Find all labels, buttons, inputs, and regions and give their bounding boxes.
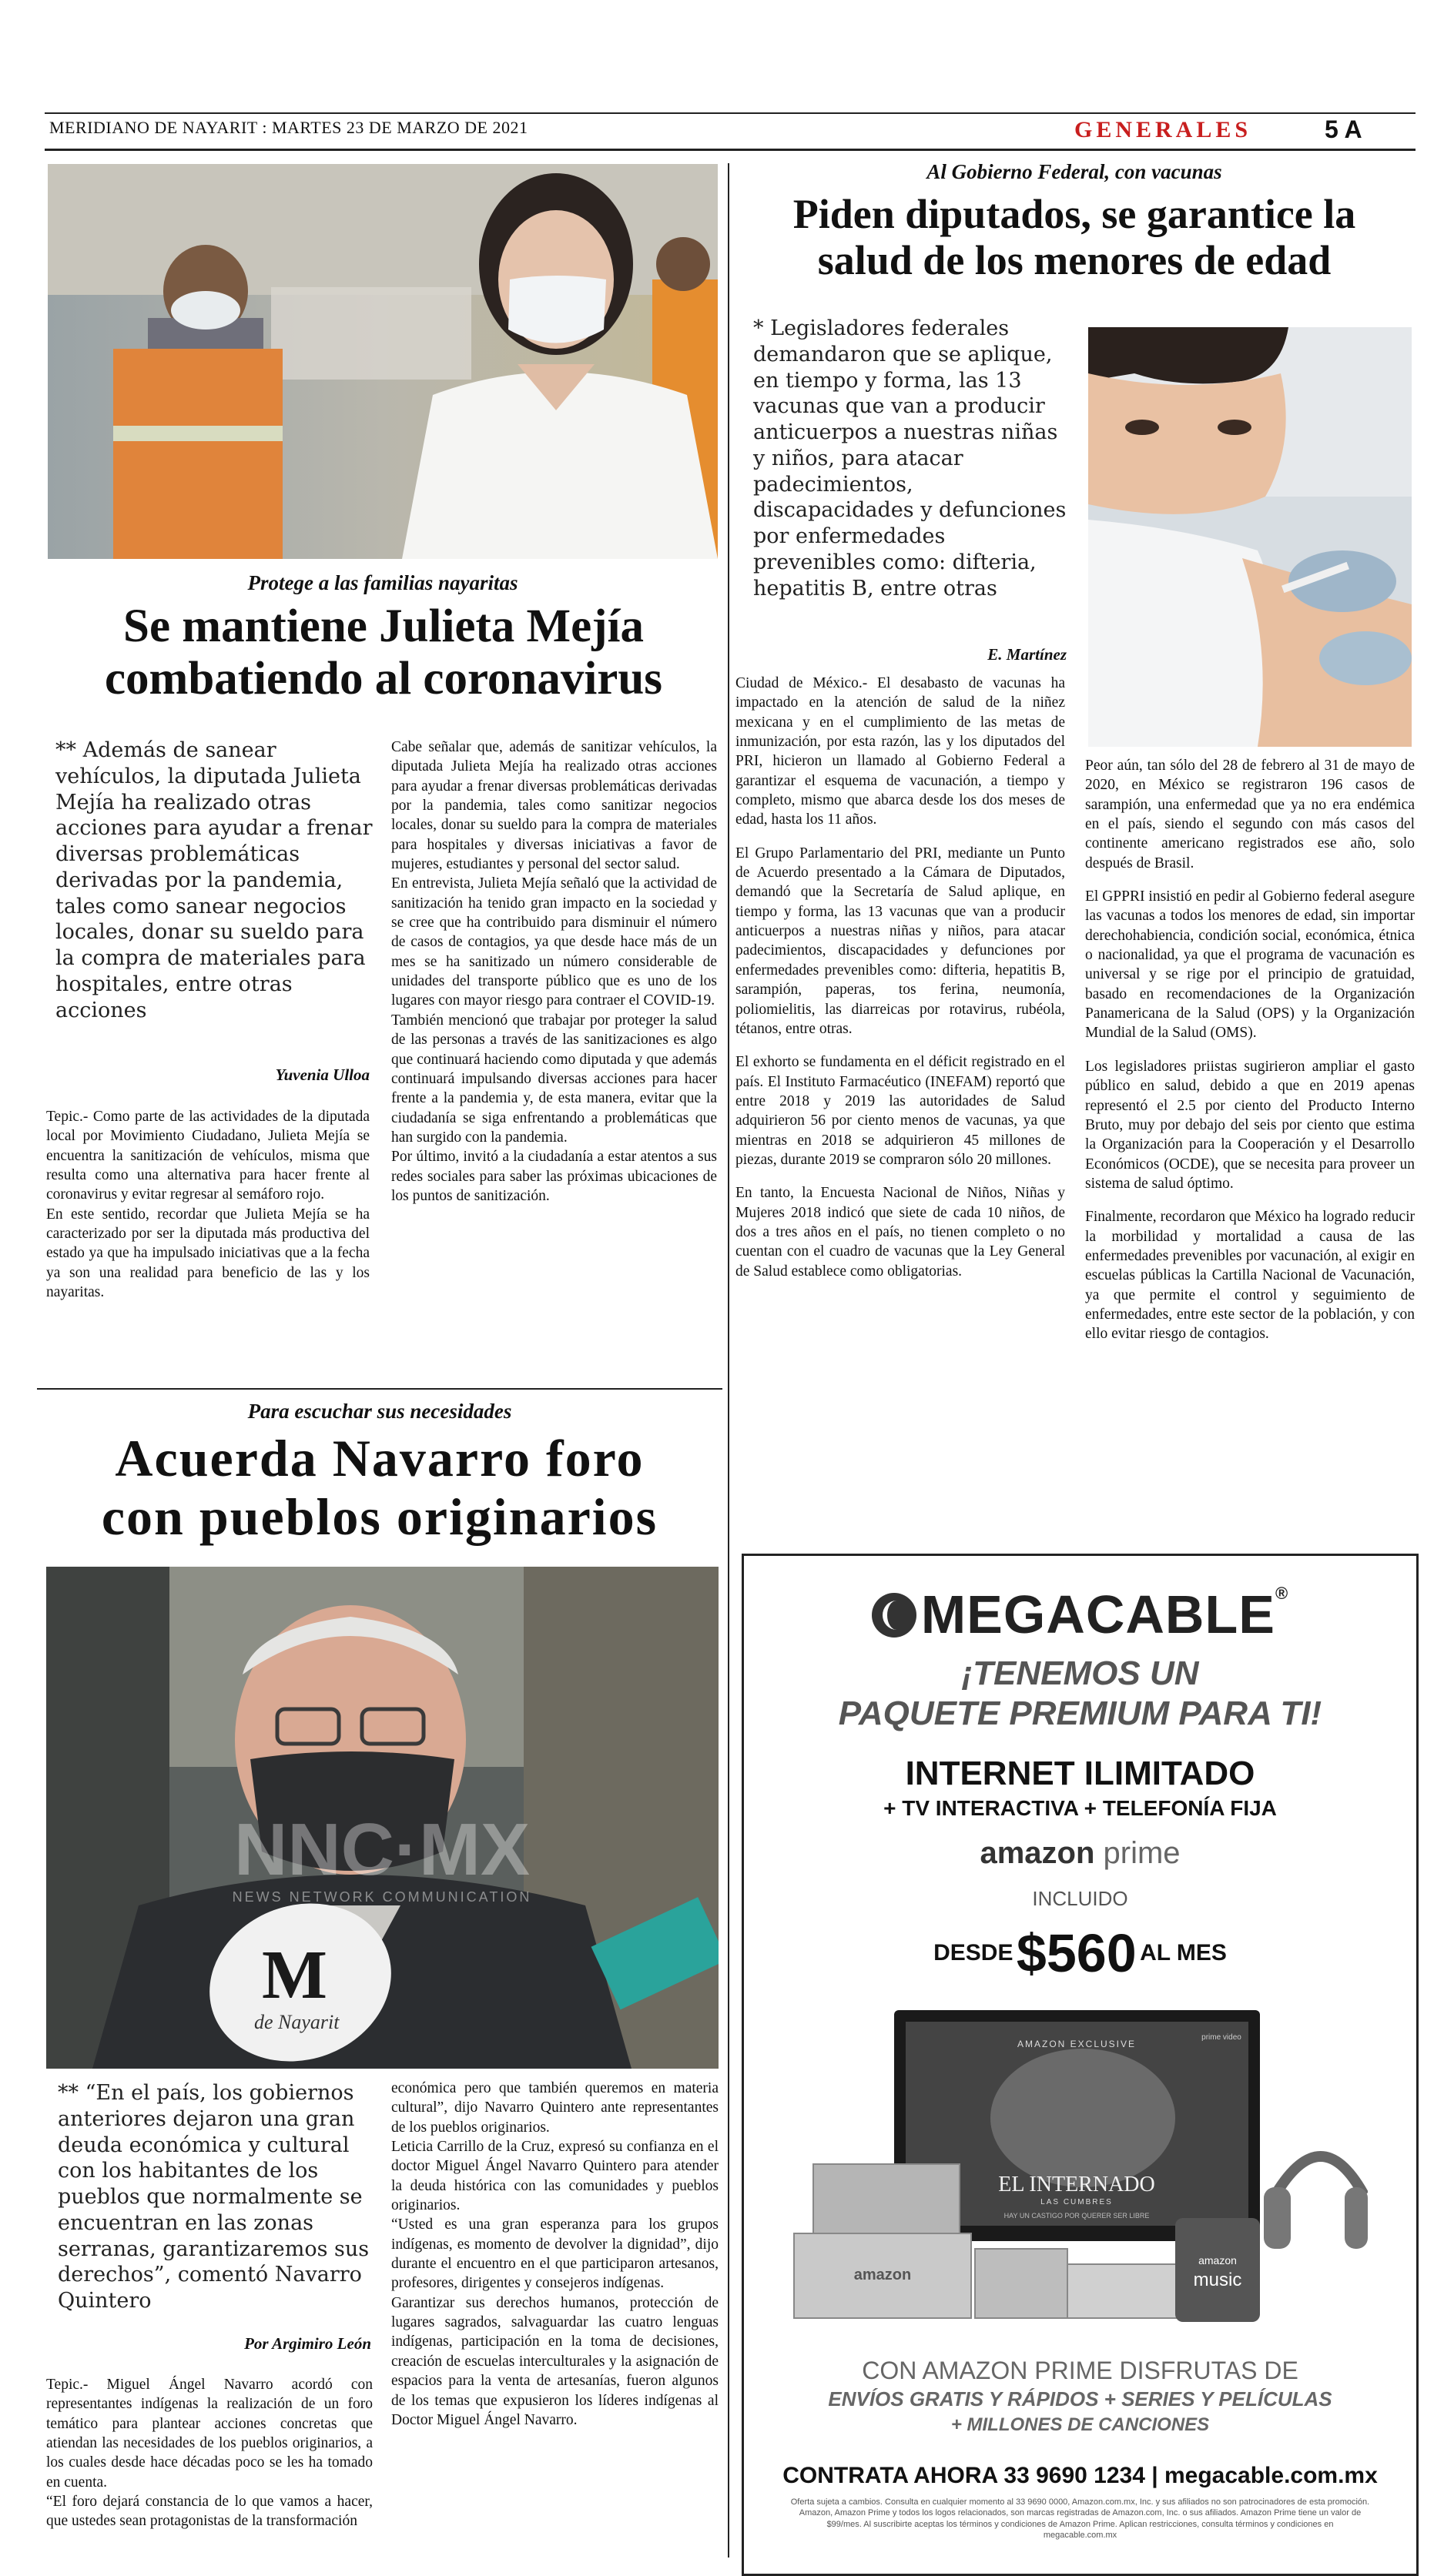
child-vaccine-photo-image — [1088, 327, 1412, 747]
tv-tag: AMAZON EXCLUSIVE — [1017, 2039, 1137, 2049]
megacable-logo — [744, 1584, 1416, 1645]
show-tagline: HAY UN CASTIGO POR QUERER SER LIBRE — [1003, 2212, 1150, 2220]
mejia-col2-paragraph: Por último, invitó a la ciudadanía a estar atentos a sus redes sociales para saber las próximas ubicaciones de los puntos de sanitización. — [391, 1149, 717, 1204]
mejia-deck: ** Además de sanear vehículos, la diputada Julieta Mejía ha realizado otras acciones para ayudar a frenar diversas problemáticas derivadas por la pandemia, tales como sanear negocios locales, donar su sueldo para la compra de materiales para hospitales, entre otras acciones — [55, 738, 373, 1022]
mejia-column-2 — [391, 738, 717, 1206]
ad-included: INCLUIDO — [1032, 1887, 1128, 1910]
megacable-advertisement[interactable] — [742, 1554, 1419, 2576]
tv-app: prime video — [1201, 2033, 1241, 2042]
navarro-col1-paragraph: Tepic.- Miguel Ángel Navarro acordó con representantes indígenas la realización de un foro temático para plantear acciones concretas que atiendan las necesidades de los pueblos originarios, a los cuales desde hace décadas poco se les ha tomado en cuenta. — [46, 2377, 373, 2491]
diputados-byline: E. Martínez — [987, 645, 1067, 664]
navarro-deck: ** “En el país, los gobiernos anteriores dejaron una gran deuda económica y cultural con los habitantes de los pueblos que normalmente se encuentran en las zonas serranas, garantizaremos sus derechos”, comentó Navarro Quintero — [58, 2081, 370, 2313]
amazon-prime-logo — [744, 1836, 1416, 1871]
navarro-column-2 — [391, 2079, 719, 2430]
navarro-col1-paragraph: “El foro dejará constancia de lo que vamos a hacer, que ustedes sean protagonistas de la transformación — [46, 2494, 373, 2530]
speaker-line-1: amazon — [1198, 2254, 1237, 2267]
ad-headline-1: ¡TENEMOS UN — [961, 1654, 1199, 1692]
ad-fine-print: Oferta sujeta a cambios. Consulta en cualquier momento al 33 9690 0000, Amazon.com.mx, Inc. y sus afiliados no son patrocinadores de esta promoción. Amazon, Amazon Prime y todos los logos relacionados, son marcas registradas de Amazon.com, Inc. o sus afiliados. Amazon Prime tiene un valor de $99/mes. Al suscribirte aceptas los términos y condiciones de Amazon Prime. Aplican restricciones, consulta términos y condiciones en megacable.com.mx — [790, 2497, 1370, 2540]
ad-price — [744, 1922, 1416, 1984]
ad-offer-1: INTERNET ILIMITADO — [905, 1755, 1255, 1792]
mejia-headline — [45, 601, 722, 706]
diputados-headline — [735, 191, 1413, 284]
prime-word: prime — [1103, 1836, 1181, 1870]
navarro-column-1 — [46, 2375, 373, 2531]
ad-footer-3: + MILLONES DE CANCIONES — [950, 2414, 1210, 2435]
mejia-column-1 — [46, 1107, 370, 1302]
photo-watermark-sub: NEWS NETWORK COMMUNICATION — [232, 1889, 532, 1905]
diputados-col1-paragraph: El Grupo Parlamentario del PRI, mediante un Punto de Acuerdo presentado a la Cámara de Diputados, demandó que la Secretaría de Salud aplique, en tiempo y forma, las 13 vacunas que van a producir anticuerpos a nuestras niñas y niños, para atacar padecimientos, discapacidades y defunciones por enfermedades prevenibles como: difteria, hepatitis B, sarampión, paperas, tos ferina, neumonía, poliomielitis, las diarreicas por rotavirus, rubéola, tétanos, entre otras. — [735, 845, 1065, 1037]
show-title: EL INTERNADO — [998, 2173, 1155, 2196]
story-divider — [37, 1388, 722, 1390]
diputados-headline-line-2: salud de los menores de edad — [817, 237, 1332, 284]
navarro-headline-line-1: Acuerda Navarro foro — [115, 1429, 645, 1487]
navarro-headline-line-2: con pueblos originarios — [101, 1487, 658, 1547]
ad-headline-2: PAQUETE PREMIUM PARA TI! — [838, 1694, 1322, 1732]
navarro-byline: Por Argimiro León — [244, 2334, 371, 2353]
mejia-photo-image — [48, 164, 718, 559]
show-subtitle: LAS CUMBRES — [1040, 2198, 1113, 2206]
navarro-col2-paragraph: “Usted es una gran esperanza para los grupos indígenas, es momento de devolver la dignidad”, dijo durante el encuentro en el que participaron artesanos, profesores, dirigentes y consejeros indígenas. — [391, 2216, 719, 2292]
masthead-bottom-rule — [45, 149, 1416, 151]
price-prefix: DESDE — [933, 1940, 1013, 1965]
column-divider — [728, 163, 729, 2558]
child-vaccine-photo — [1088, 327, 1412, 747]
ad-footer-1: CON AMAZON PRIME DISFRUTAS DE — [862, 2357, 1298, 2384]
mejia-col2-paragraph: En entrevista, Julieta Mejía señaló que la actividad de sanitización ha tenido gran impacto en la sociedad y se cree que ha contribuido para disminuir el número de casos de contagios, ya que desde hace más de un mes se ha sanitizado un número considerable de unidades del transporte público que es uno de los lugares con mayor riesgo para contraer el COVID-19. — [391, 875, 717, 1009]
page-number: 5 A — [1325, 115, 1362, 143]
publication-date: MERIDIANO DE NAYARIT : MARTES 23 DE MARZO DE 2021 — [49, 118, 528, 137]
mejia-headline-line-2: combatiendo al coronavirus — [104, 653, 663, 705]
speaker-line-2: music — [1193, 2270, 1242, 2290]
navarro-kicker: Para escuchar sus necesidades — [247, 1400, 512, 1423]
ad-offer-2: + TV INTERACTIVA + TELEFONÍA FIJA — [883, 1796, 1277, 1820]
navarro-photo — [46, 1567, 719, 2069]
diputados-col1-paragraph: En tanto, la Encuesta Nacional de Niños, Niñas y Mujeres 2018 indicó que siete de cada 10 niños, de dos a tres años en el país, no tienen completo o no cuentan con el cuadro de vacunas que la Ley General de Salud establece como obligatorias. — [735, 1185, 1065, 1280]
navarro-photo-image — [46, 1567, 719, 2069]
mejia-col2-paragraph: También mencionó que trabajar por proteger la salud de las personas a través de las sanitizaciones es algo que continuará haciendo como diputada y que además continuará impulsando diversas acciones para hacer frente a la pandemia y, de esta manera, evitar que la ciudadanía se siga enfrentando a problemáticas que han surgido con la pandemia. — [391, 1012, 717, 1146]
diputados-col2-paragraph: Los legisladores priistas sugirieron ampliar el gasto público en salud, debido a que en 2019 apenas representó el 2.5 por ciento del Producto Interno Bruto, muy por debajo del seis por ciento que estima la Organización para la Cooperación y el Desarrollo Económicos (OCDE), que se necesita para proveer un sistema de salud óptimo. — [1085, 1058, 1415, 1192]
megacable-logo-icon — [872, 1593, 916, 1638]
mic-logo-sub: de Nayarit — [254, 2011, 340, 2033]
diputados-col2-paragraph: El GPPRI insistió en pedir al Gobierno federal asegure las vacunas a todos los menores de edad, sin importar derechohabiencia, condición social, económica, étnica o nacionalidad, ya que el programa de vacunación es universal y se rige por el principio de gratuidad, basado en recomendaciones de la Organización Panamericana de la Salud (OPS) y la Organización Mundial de la Salud (OMS). — [1085, 888, 1415, 1042]
mejia-col1-paragraph: Tepic.- Como parte de las actividades de la diputada local por Movimiento Ciudadano, Julieta Mejía se encuentra la sanitización de vehículos, misma que resulta como una alternativa para hacer frente al coronavirus y evitar regresar al semáforo rojo. — [46, 1109, 370, 1203]
megacable-brand-mark: ® — [1275, 1584, 1289, 1603]
mejia-col2-paragraph: Cabe señalar que, además de sanitizar vehículos, la diputada Julieta Mejía ha realizado otras acciones para ayudar a frenar diversas problemáticas derivadas por la pandemia, tales como sanitizar negocios locales, donar su sueldo para la compra de materiales para hospitales y diversas iniciativas a favor de mujeres, estudiantes y personal del sector salud. — [391, 739, 717, 873]
price-amount: $560 — [1016, 1923, 1137, 1983]
diputados-col1-paragraph: Ciudad de México.- El desabasto de vacunas ha impactado en la atención de salud de la niñez mexicana y en el cumplimiento de las metas de inmunización, por esta razón, las y los diputados del PRI, hicieron un llamado al Gobierno Federal a garantizar el esquema de vacunación, a tiempo y completo, mismo que abarca desde los dos meses de edad, hasta los 11 años. — [735, 675, 1065, 828]
masthead-top-rule — [45, 112, 1416, 114]
mejia-col1-paragraph: En este sentido, recordar que Julieta Mejía se ha caracterizado por ser la diputada más productiva del estado ya que ha impulsado iniciativas que a la fecha ya son una realidad para beneficio de las y los nayaritas. — [46, 1206, 370, 1301]
ad-contact[interactable]: CONTRATA AHORA 33 9690 1234 | megacable.com.mx — [782, 2463, 1378, 2488]
mejia-kicker: Protege a las familias nayaritas — [247, 571, 518, 594]
mic-logo: M — [262, 1937, 327, 2013]
navarro-headline — [37, 1429, 722, 1546]
mejia-photo — [48, 164, 718, 559]
diputados-col2-paragraph: Peor aún, tan sólo del 28 de febrero al 31 de mayo de 2020, en México se registraron 196 casos de sarampión, una enfermedad que ya no era endémica en el país, siendo el segundo con más casos del continente americano registrados ese año, solo después de Brasil. — [1085, 758, 1415, 871]
amazon-word: amazon — [980, 1836, 1095, 1870]
ad-product-illustration — [790, 2002, 1368, 2326]
box-brand: amazon — [853, 2267, 912, 2283]
diputados-col1-paragraph: El exhorto se fundamenta en el déficit registrado en el país. El Instituto Farmacéutico (INEFAM) reportó que entre 2018 y 2019 las autoridades de Salud adquirieron 56 por ciento menos de vacunas, ya que mientras en 2018 se adquirieron 45 millones de piezas, durante 2019 se compraron sólo 20 millones. — [735, 1054, 1065, 1168]
navarro-col2-paragraph: económica pero que también queremos en materia cultural”, dijo Navarro Quintero ante representantes de los pueblos originarios. — [391, 2080, 719, 2136]
diputados-column-1 — [735, 674, 1065, 1295]
section-name: GENERALES — [1074, 117, 1252, 142]
mejia-byline: Yuvenia Ulloa — [275, 1066, 370, 1084]
navarro-col2-paragraph: Leticia Carrillo de la Cruz, expresó su confianza en el doctor Miguel Ángel Navarro Quintero para atender la deuda histórica con las comunidades y pueblos originarios. — [391, 2139, 719, 2214]
megacable-brand: MEGACABLE — [920, 1584, 1275, 1644]
diputados-deck: * Legisladores federales demandaron que se aplique, en tiempo y forma, las 13 vacunas que van a producir anticuerpos a nuestras niñas y niños, para atacar padecimientos, discapacidades y defunciones por enfermedades prevenibles como: difteria, hepatitis B, entre otras — [753, 316, 1067, 601]
price-suffix: AL MES — [1140, 1940, 1227, 1965]
diputados-column-2 — [1085, 756, 1415, 1358]
photo-watermark: NNC·MX — [234, 1808, 530, 1891]
diputados-kicker: Al Gobierno Federal, con vacunas — [926, 160, 1222, 183]
navarro-col2-paragraph: Garantizar sus derechos humanos, protección de lugares sagrados, salvaguardar las cuatro lenguas indígenas, participación en la toma de decisiones, creación de escuelas interculturales y la asignación de espacios para la venta de artesanías, fueron algunos de los temas que expusieron los líderes indígenas al Doctor Miguel Ángel Navarro. — [391, 2294, 719, 2428]
ad-footer-2: ENVÍOS GRATIS Y RÁPIDOS + SERIES Y PELÍCULAS — [828, 2387, 1332, 2410]
mejia-headline-line-1: Se mantiene Julieta Mejía — [123, 601, 644, 652]
diputados-col2-paragraph: Finalmente, recordaron que México ha logrado reducir la morbilidad y mortalidad a causa de las enfermedades prevenibles por vacunación, al exigir en escuelas públicas la Cartilla Nacional de Vacunación, ya que permite el control y seguimiento de enfermedades, entre este sector de la población, y con ello evitar riesgo de contagios. — [1085, 1209, 1415, 1343]
diputados-headline-line-1: Piden diputados, se garantice la — [792, 191, 1356, 237]
